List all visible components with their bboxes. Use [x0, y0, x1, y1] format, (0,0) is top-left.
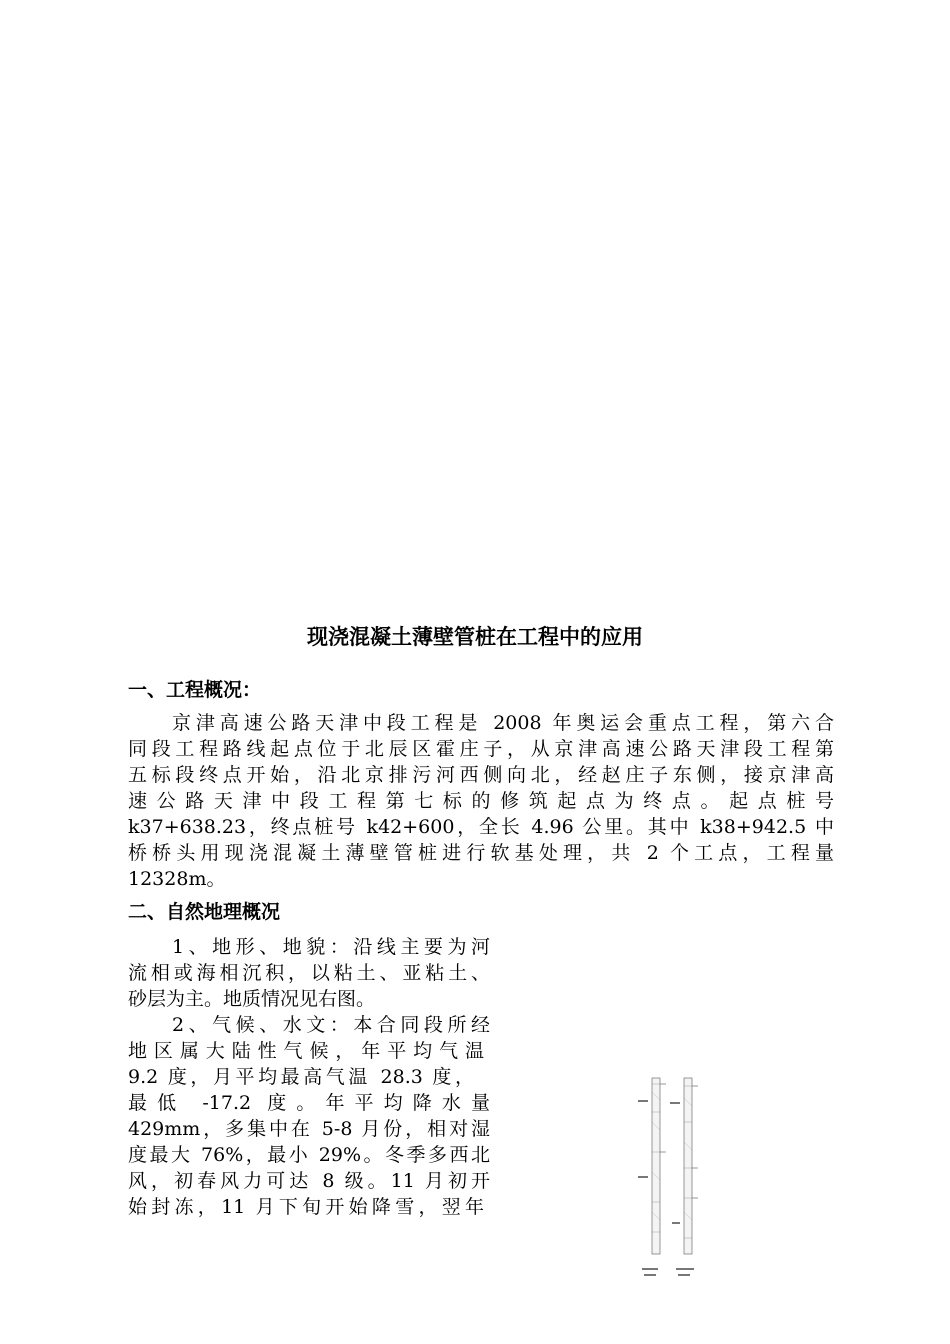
paragraph-line: 12328m。: [128, 868, 226, 890]
paragraph-line: 速公路天津中段工程第七标的修筑起点为终点。起点桩号: [128, 790, 834, 812]
paragraph-line: k37+638.23，终点桩号 k42+600，全长 4.96 公里。其中 k38+942.5 中: [128, 816, 834, 838]
paragraph-line: 桥桥头用现浇混凝土薄壁管桩进行软基处理，共 2 个工点，工程量: [128, 842, 834, 864]
paragraph-line: 始封冻，11 月下旬开始降雪，翌年: [128, 1196, 484, 1218]
paragraph-line: 最低 -17.2 度。年平均降水量: [128, 1092, 490, 1114]
section-heading-1: 一、工程概况：: [128, 679, 262, 701]
paragraph-line: 9.2 度，月平均最高气温 28.3 度，: [128, 1066, 474, 1088]
section-heading-2: 二、自然地理概况: [128, 901, 281, 923]
paragraph-line: 1、地形、地貌：沿线主要为河: [172, 936, 490, 958]
paragraph-line: 风，初春风力可达 8 级。11 月初开: [128, 1170, 490, 1192]
paragraph-line: 2、气候、水文：本合同段所经: [172, 1014, 490, 1036]
paragraph-line: 京津高速公路天津中段工程是 2008 年奥运会重点工程，第六合: [172, 712, 834, 734]
paragraph-line: 流相或海相沉积，以粘土、亚粘土、: [128, 962, 490, 984]
paragraph-line: 砂层为主。地质情况见右图。: [128, 988, 376, 1010]
document-title: 现浇混凝土薄壁管桩在工程中的应用: [307, 625, 643, 649]
paragraph-line: 五标段终点开始，沿北京排污河西侧向北，经赵庄子东侧，接京津高: [128, 764, 834, 786]
paragraph-line: 429mm，多集中在 5-8 月份，相对湿: [128, 1118, 490, 1140]
geological-column-figure: [632, 1072, 714, 1300]
paragraph-line: 地区属大陆性气候，年平均气温: [128, 1040, 484, 1062]
paragraph-line: 度最大 76%，最小 29%。冬季多西北: [128, 1144, 490, 1166]
paragraph-line: 同段工程路线起点位于北辰区霍庄子，从京津高速公路天津段工程第: [128, 738, 834, 760]
